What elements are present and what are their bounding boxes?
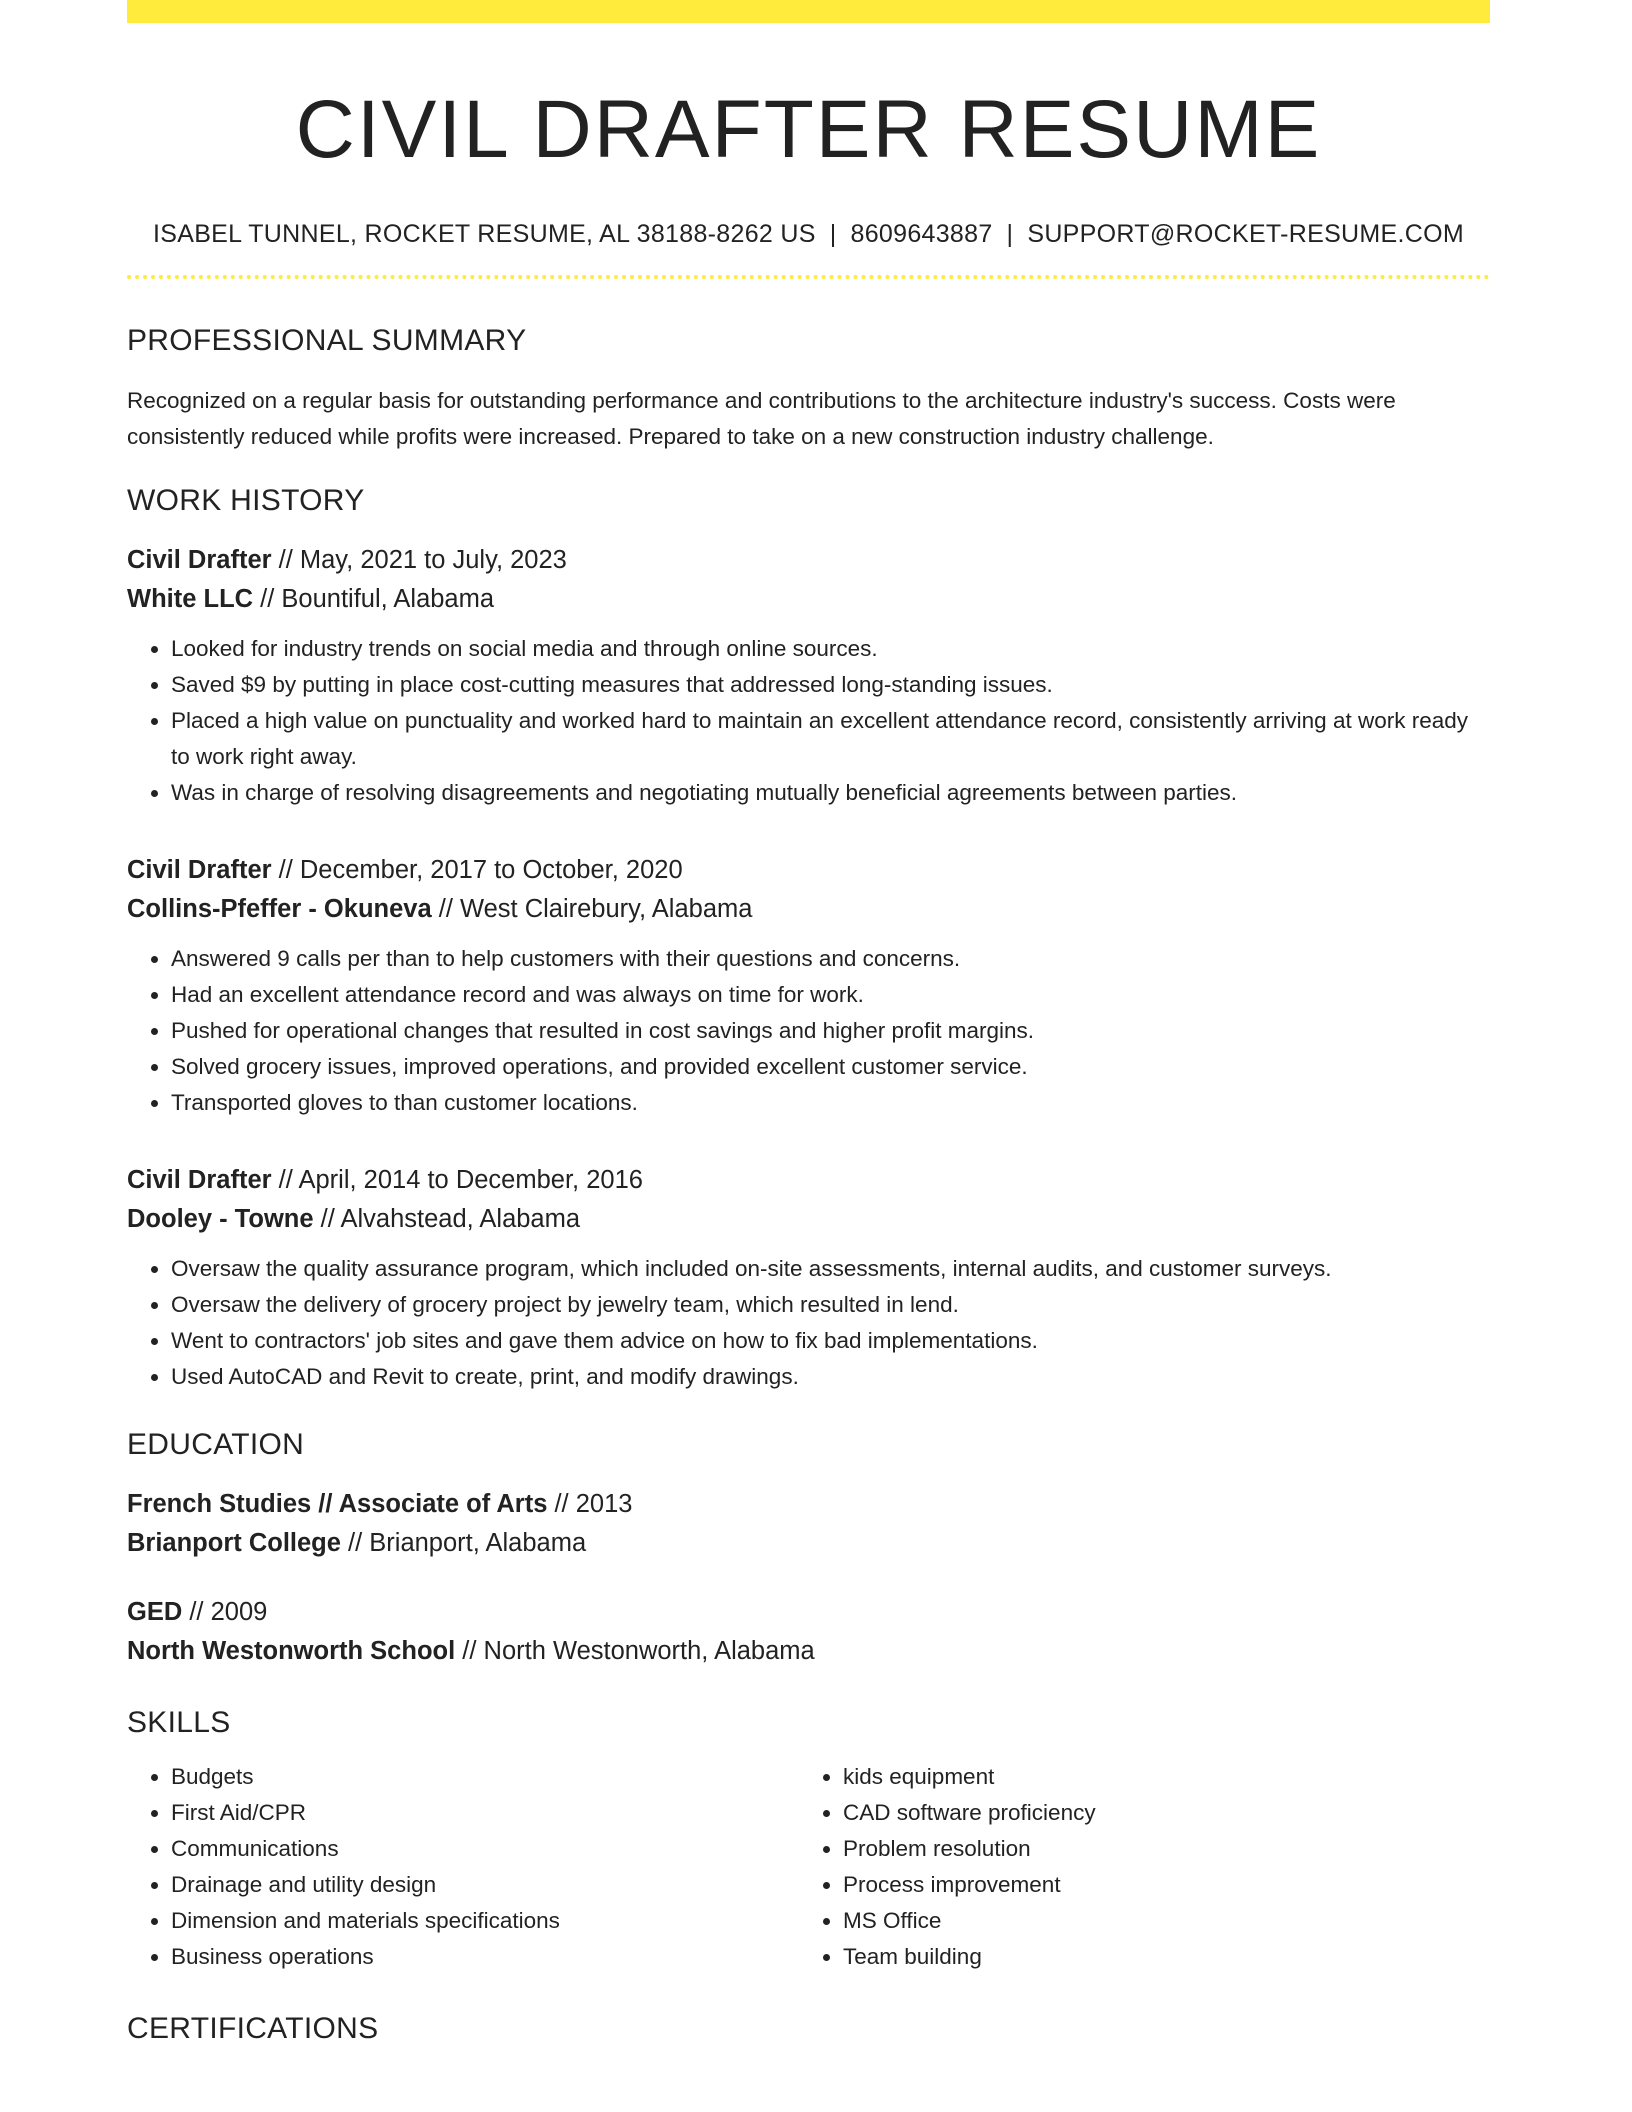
contact-email[interactable]: SUPPORT@ROCKET-RESUME.COM [1027,220,1464,248]
job-dates: // May, 2021 to July, 2023 [271,546,567,574]
dotted-divider [127,275,1490,279]
contact-line [127,219,1490,249]
education-school: North Westonworth School [127,1637,456,1665]
education-year: // 2009 [182,1598,268,1626]
job-title: Civil Drafter [127,1166,272,1194]
skills-grid [127,1759,1490,1975]
work-history-heading: WORK HISTORY [127,484,365,517]
job-title-line [127,1161,1490,1200]
contact-address: ISABEL TUNNEL, ROCKET RESUME, AL 38188-8262 US [153,220,816,248]
skill-item: • Business operations [171,1939,799,1975]
job-duty: • Placed a high value on punctuality and worked hard to maintain an excellent attendance record, consistently arriving at work ready to work right away. [171,703,1490,775]
job-title: Civil Drafter [127,856,272,884]
skills-column-right [799,1759,1471,1975]
education-school: Brianport College [127,1529,341,1557]
job-location: // West Clairebury, Alabama [431,895,753,923]
job-duty: • Used AutoCAD and Revit to create, print, and modify drawings. [171,1359,1490,1395]
education-school-line [127,1524,1490,1563]
job-title-line [127,541,1490,580]
job-company-line [127,1200,1490,1239]
skill-item: • Process improvement [843,1867,1471,1903]
summary-text: Recognized on a regular basis for outstanding performance and contributions to the architecture industry's success. Costs were consistently reduced while profits were increased. Prepared to take on a new construction industry challenge. [127,388,1396,449]
contact-separator: | [829,220,837,248]
education-heading: EDUCATION [127,1428,305,1461]
job-entry [127,851,1490,1121]
job-duty: • Saved $9 by putting in place cost-cutting measures that addressed long-standing issues. [171,667,1490,703]
skill-item: • Communications [171,1831,799,1867]
job-duty: • Looked for industry trends on social media and through online sources. [171,631,1490,667]
job-entry [127,1161,1490,1395]
skill-item: • kids equipment [843,1759,1471,1795]
job-duty: • Transported gloves to than customer locations. [171,1085,1490,1121]
education-location: // North Westonworth, Alabama [455,1637,815,1665]
job-company-line [127,580,1490,619]
education-school-line [127,1632,1490,1671]
education-degree-line [127,1593,1490,1632]
job-location: // Alvahstead, Alabama [313,1205,581,1233]
education-entry [127,1593,1490,1671]
job-duty: • Oversaw the quality assurance program, which included on-site assessments, internal audits, and customer surveys. [171,1251,1490,1287]
skill-item: • Budgets [171,1759,799,1795]
job-duty: • Went to contractors' job sites and gave them advice on how to fix bad implementations. [171,1323,1490,1359]
contact-phone: 8609643887 [850,220,993,248]
job-duty: • Solved grocery issues, improved operations, and provided excellent customer service. [171,1049,1490,1085]
job-company-line [127,890,1490,929]
skill-item: • First Aid/CPR [171,1795,799,1831]
job-duty: • Pushed for operational changes that resulted in cost savings and higher profit margins. [171,1013,1490,1049]
job-duty: • Had an excellent attendance record and was always on time for work. [171,977,1490,1013]
job-title-line [127,851,1490,890]
job-company: Collins-Pfeffer - Okuneva [127,895,432,923]
resume-title: CIVIL DRAFTER RESUME [295,84,1322,175]
skills-column-left [127,1759,799,1975]
job-duties [127,941,1490,1121]
job-title: Civil Drafter [127,546,272,574]
job-company: White LLC [127,585,254,613]
job-duties [127,631,1490,811]
job-duty: • Was in charge of resolving disagreements and negotiating mutually beneficial agreements between parties. [171,775,1490,811]
education-entry [127,1485,1490,1563]
job-location: // Bountiful, Alabama [253,585,495,613]
skill-item: • Drainage and utility design [171,1867,799,1903]
job-duties [127,1251,1490,1395]
summary-heading: PROFESSIONAL SUMMARY [127,324,527,357]
skill-item: • CAD software proficiency [843,1795,1471,1831]
skill-item: • Dimension and materials specifications [171,1903,799,1939]
education-degree-line [127,1485,1490,1524]
job-dates: // December, 2017 to October, 2020 [271,856,683,884]
job-dates: // April, 2014 to December, 2016 [271,1166,643,1194]
job-entry [127,541,1490,811]
education-degree: GED [127,1598,183,1626]
job-duty: • Oversaw the delivery of grocery project by jewelry team, which resulted in lend. [171,1287,1490,1323]
education-location: // Brianport, Alabama [340,1529,587,1557]
skill-item: • Problem resolution [843,1831,1471,1867]
certifications-heading: CERTIFICATIONS [127,2012,379,2045]
education-degree: French Studies // Associate of Arts [127,1490,548,1518]
education-year: // 2013 [547,1490,633,1518]
skills-heading: SKILLS [127,1706,231,1739]
contact-separator: | [1006,220,1014,248]
resume-page [127,0,1490,2047]
skill-item: • MS Office [843,1903,1471,1939]
skill-item: • Team building [843,1939,1471,1975]
accent-bar [127,0,1490,23]
job-company: Dooley - Towne [127,1205,314,1233]
job-duty: • Answered 9 calls per than to help customers with their questions and concerns. [171,941,1490,977]
